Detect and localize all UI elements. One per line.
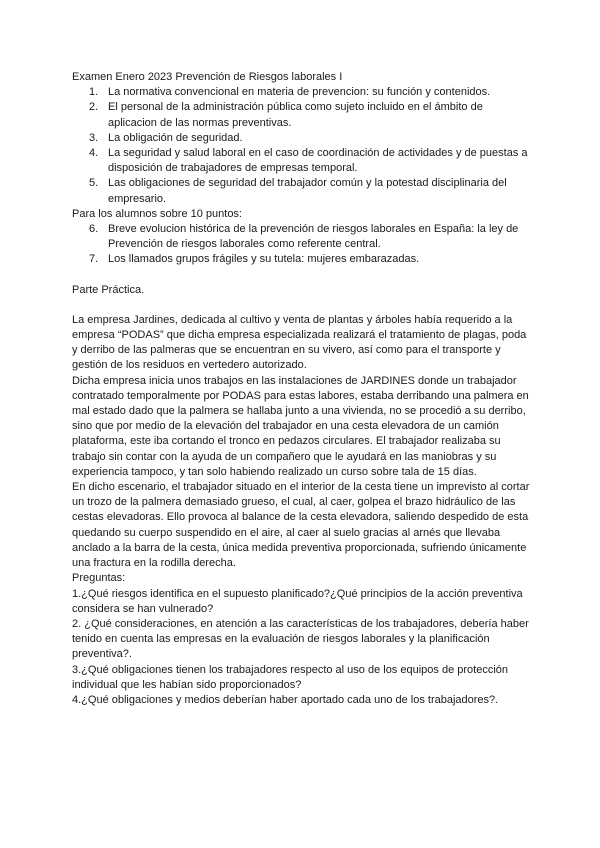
question: 4.¿Qué obligaciones y medios deberían haber aportado cada uno de los trabajadores?.	[72, 693, 499, 706]
question: 3.¿Qué obligaciones tienen los trabajadores respecto al uso de los equipos de protección individual que les habían sido proporcionados?	[72, 663, 508, 691]
paragraph: En dicho escenario, el trabajador situado en el interior de la cesta tiene un imprevisto al cortar un trozo de la palmera demasiado grueso, el cual, al caer, golpea el brazo hidráulico de las cestas elevadoras. Ello provoca al balance de la cesta elevadora, saliendo despedido de esta quedando su cuerpo suspendido en el aire, al caer al suelo gracias al arnés que llevaba anclado a la barra de la cesta, única medida preventiva proporcionada, sufriendo únicamente una fractura en la rodilla derecha.	[72, 481, 530, 570]
item-number: 5.	[89, 177, 99, 190]
list-item	[72, 176, 530, 206]
list-item	[72, 100, 530, 130]
list-item	[72, 222, 530, 252]
item-text: La normativa convencional en materia de prevencion: su función y contenidos.	[108, 86, 491, 99]
exam-title: Examen Enero 2023 Prevención de Riesgos laborales I	[72, 71, 343, 83]
practica-heading: Parte Práctica.	[72, 283, 145, 296]
preguntas-heading: Preguntas:	[72, 572, 126, 585]
item-number: 2.	[89, 101, 99, 114]
item-text: La seguridad y salud laboral en el caso de coordinación de actividades y de puestas a disposición de trabajadores de empresas temporal.	[108, 147, 528, 175]
list-item	[72, 131, 530, 146]
list-item	[72, 146, 530, 176]
item-text: Breve evolucion histórica de la prevención de riesgos laborales en España: la ley de Prevención de riesgos laborales como referente central.	[108, 223, 519, 251]
question: 2. ¿Qué consideraciones, en atención a las características de los trabajadores, debería haber tenido en cuenta las empresas en la evaluación de riesgos laborales y la planificación preventiva?.	[72, 617, 529, 661]
question: 1.¿Qué riesgos identifica en el supuesto planificado?¿Qué principios de la acción preventiva considera se han vulnerado?	[72, 587, 523, 615]
theory-list	[72, 85, 530, 207]
extra-heading: Para los alumnos sobre 10 puntos:	[72, 207, 242, 220]
paragraph: Dicha empresa inicia unos trabajos en las instalaciones de JARDINES donde un trabajador contratado temporalmente por PODAS para estas labores, estaba derribando una palmera en mal estado dado que la palmera se hallaba junto a una vivienda, no se procedió a su derribo, sino que por medio de la elevación del trabajador en una cesta elevadora de un camión plataforma, este iba cortando el tronco en pedazos circulares. El trabajador realizaba su trabajo sin contar con la ayuda de un compañero que le ayudará en las maniobras y su experiencia tampoco, y tan solo habiendo realizado un curso sobre tala de 15 días.	[72, 374, 529, 478]
extra-list	[72, 222, 530, 268]
item-number: 6.	[89, 223, 99, 236]
list-item	[72, 252, 530, 267]
item-number: 1.	[89, 86, 99, 99]
item-number: 3.	[89, 131, 99, 144]
item-text: La obligación de seguridad.	[108, 131, 243, 144]
item-text: Las obligaciones de seguridad del trabajador común y la potestad disciplinaria del empresario.	[108, 177, 507, 205]
list-item	[72, 85, 530, 100]
item-number: 4.	[89, 147, 99, 160]
item-text: El personal de la administración pública como sujeto incluido en el ámbito de aplicacion de las normas preventivas.	[108, 101, 483, 129]
paragraph: La empresa Jardines, dedicada al cultivo y venta de plantas y árboles había requerido a la empresa “PODAS” que dicha empresa especializada realizará el tratamiento de plagas, poda y derribo de las palmeras que se encuentran en su vivero, así como para el transporte y gestión de los residuos en vertedero autorizado.	[72, 313, 527, 372]
item-number: 7.	[89, 253, 99, 266]
item-text: Los llamados grupos frágiles y su tutela: mujeres embarazadas.	[108, 253, 420, 266]
